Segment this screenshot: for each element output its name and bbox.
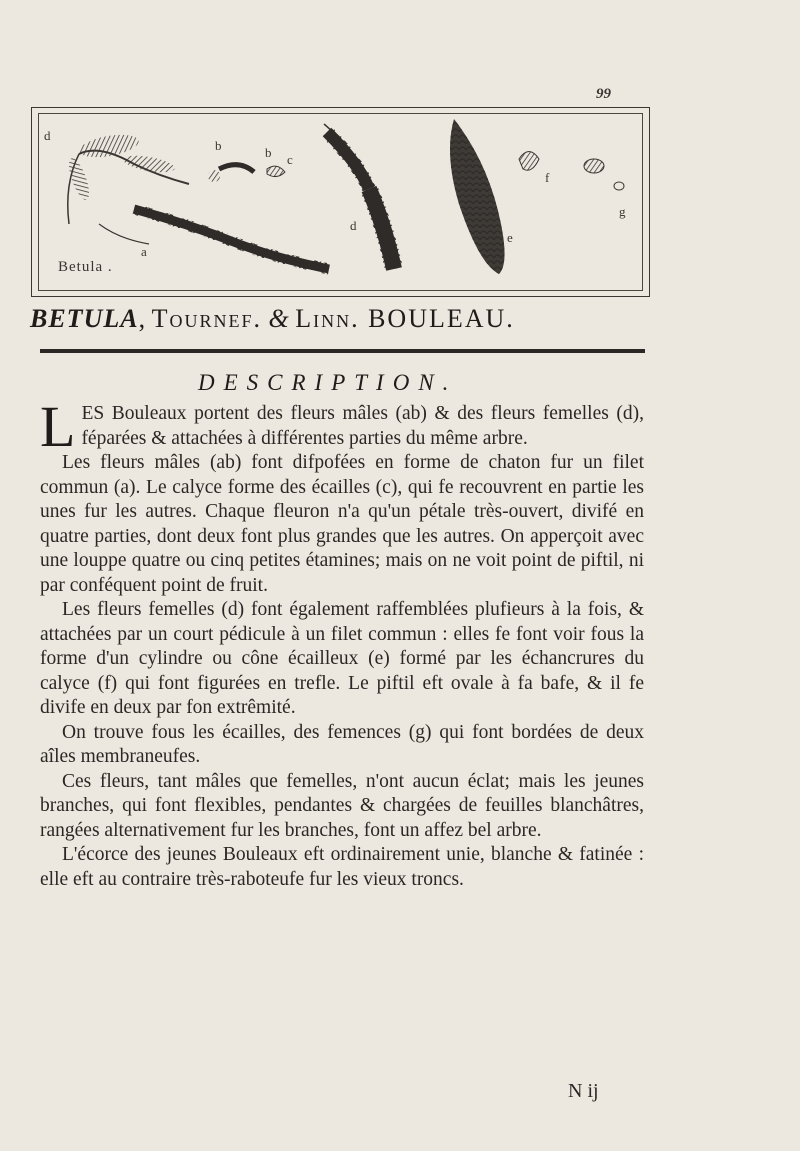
figure-letter-d-2: d	[350, 218, 357, 233]
paragraph-2: Les fleurs mâles (ab) font difpofées en forme de chaton fur un filet commun (a). Le calyce forme des écailles (c), qui fe recouvrent en partie les unes fur les autres. Chaque fleuron n'a qu'un pétale très-ouvert, divifé en quatre parties, dont deux font plus grandes que les autres. On apperçoit avec une louppe quatre ou cinq petites étamines; mais on ne voit point de piftil, ni par conféquent point de fruit.	[40, 452, 644, 596]
female-cone-branch-figure	[324, 124, 394, 269]
female-cone-figure	[450, 119, 505, 274]
figure-letter-g: g	[619, 204, 626, 219]
genus-name: BETULA	[30, 304, 139, 333]
description-text	[40, 394, 644, 892]
male-flower-details	[208, 165, 285, 182]
paragraph-5: Ces fleurs, tant mâles que femelles, n'ont aucun éclat; mais les jeunes branches, qui font flexibles, pendantes & chargées de feuilles blanchâtres, rangées alternativement fur les branches, font un affez bel arbre.	[40, 770, 644, 841]
authority-linnaeus: Linn.	[295, 304, 360, 333]
figure-letter-b-2: b	[265, 145, 272, 160]
ampersand: &	[261, 304, 296, 333]
figure-letter-f: f	[545, 170, 550, 185]
figure-letter-d: d	[44, 128, 51, 143]
signature-mark: N ij	[568, 1080, 599, 1102]
authority-tournefort: Tournef.	[151, 304, 262, 333]
drop-cap: L	[40, 394, 76, 459]
page-number: 99	[596, 86, 611, 102]
paragraph-4: On trouve fous les écailles, des femences (g) qui font bordées de deux aîles membraneufes.	[40, 721, 644, 767]
figure-letter-c: c	[287, 152, 293, 167]
figure-letter-a: a	[141, 244, 147, 259]
botanical-plate	[38, 113, 643, 291]
plate-caption: Betula .	[58, 259, 113, 275]
paragraph-1	[40, 394, 644, 459]
headline-separator: ,	[138, 304, 152, 333]
section-title: DESCRIPTION.	[198, 370, 458, 395]
paragraph-text: ES Bouleaux portent des fleurs mâles (ab) & des fleurs femelles (d), féparées & attachées à différentes parties du même arbre.	[81, 403, 644, 449]
paragraph-3: Les fleurs femelles (d) font également raffemblées plufieurs à la fois, & attachées par un court pédicule à un filet commun : elles fe font voir fous la forme d'un cylindre ou cône écailleux (e) formé par les échancrures du calyce (f) qui font figurées en trefle. Le piftil eft ovale à fa bafe, & il fe divife en deux par fon extrêmité.	[40, 599, 644, 718]
figure-letter-b: b	[215, 138, 222, 153]
scale-and-seed-details	[519, 152, 624, 191]
plate-illustration	[39, 114, 644, 292]
figure-letter-e: e	[507, 230, 513, 245]
page-headline	[30, 304, 660, 334]
horizontal-rule	[40, 349, 645, 353]
common-name: BOULEAU.	[359, 304, 515, 333]
paragraph-6: L'écorce des jeunes Bouleaux eft ordinairement unie, blanche & fatinée : elle eft au contraire très-raboteufe fur les vieux troncs.	[40, 844, 644, 890]
